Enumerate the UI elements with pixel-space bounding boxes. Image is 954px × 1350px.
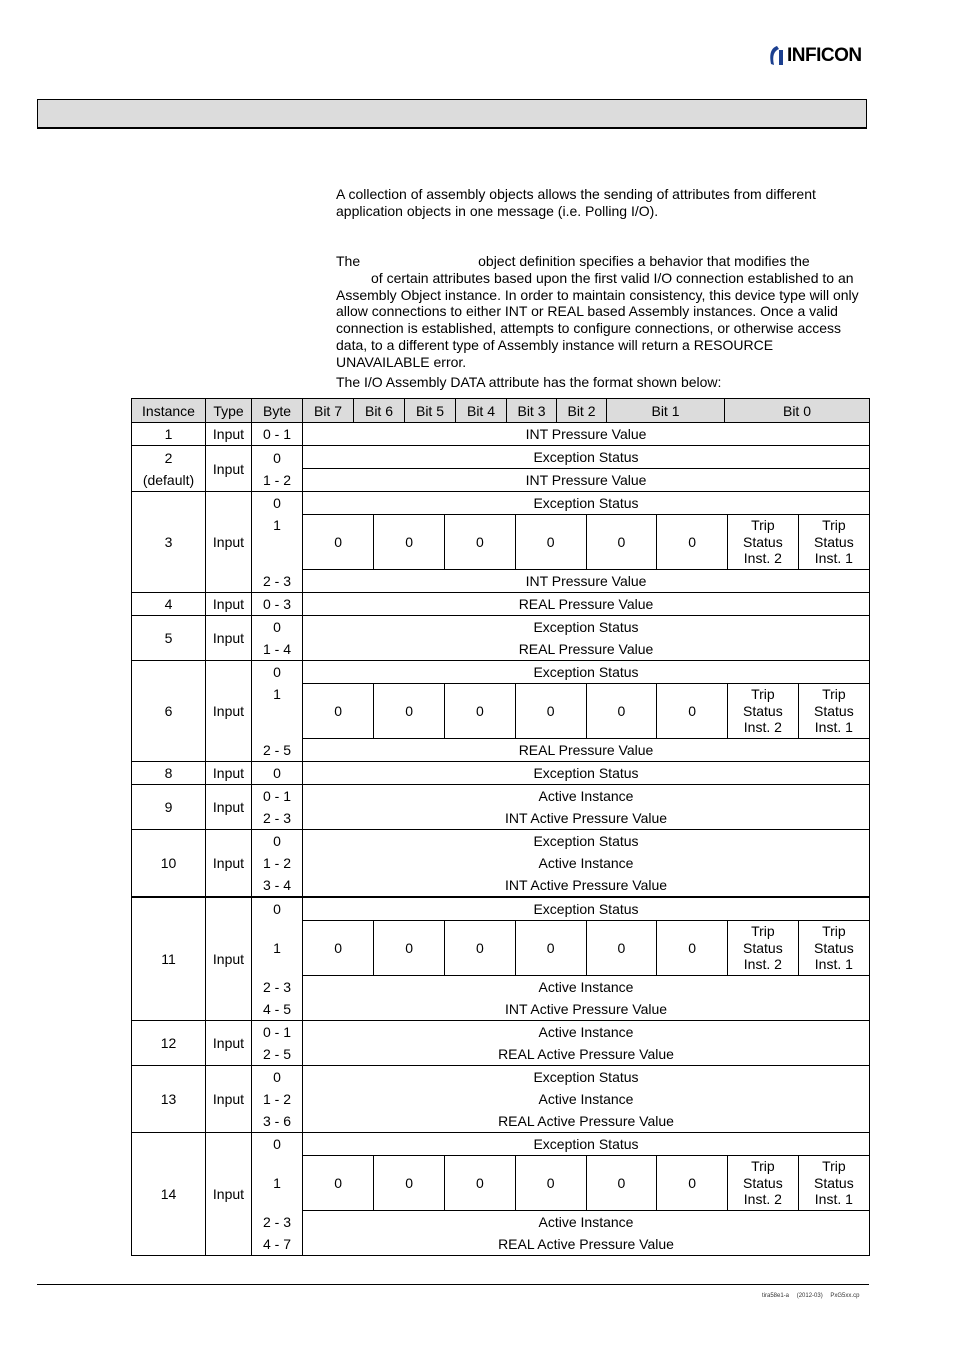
- table-row: [132, 830, 870, 898]
- header-bit3: Bit 3: [507, 399, 557, 423]
- type-cell: Input: [206, 1021, 252, 1066]
- data-cell: Exception Status 0 0 0 0 0 0 Trip Status Inst. 2 Trip Status Inst. 1 Active Instance INT Active Pressure Value: [303, 897, 870, 1021]
- p2-part-c: of certain attributes based upon the first valid I/O connection established to an Assembly Object instance. In order to maintain consistency, this device type will only allow connections to either INT or REAL based Assembly instances. Once a valid connection is established, attempts to configure connections, or otherwise access data, to a different type of Assembly instance will return a RESOURCE UNAVAILABLE error.: [336, 269, 859, 370]
- table-row: [132, 1066, 870, 1133]
- data-cell: Exception Status 0 0 0 0 0 0 Trip Status Inst. 2 Trip Status Inst. 1 Active Instance REAL Active Pressure Value: [303, 1133, 870, 1256]
- instance-cell: 14: [132, 1133, 206, 1256]
- intro-paragraph-3: The I/O Assembly DATA attribute has the format shown below:: [336, 374, 722, 390]
- header-bit7: Bit 7: [303, 399, 354, 423]
- data-cell: Exception Status INT Pressure Value: [303, 446, 870, 492]
- data-cell: Exception Status: [303, 762, 870, 785]
- header-bit1: Bit 1: [607, 399, 725, 423]
- type-cell: Input: [206, 1066, 252, 1133]
- footer-date: (2012-03): [796, 1293, 823, 1299]
- table-row: [132, 593, 870, 616]
- header-instance: Instance: [132, 399, 206, 423]
- type-cell: Input: [206, 897, 252, 1021]
- byte-cell: 0: [252, 762, 303, 785]
- table-row: [132, 446, 870, 492]
- table-row: [132, 897, 870, 1021]
- instance-cell: 9: [132, 785, 206, 830]
- table-row: [132, 616, 870, 661]
- byte-cell: 0 1 2 - 3: [252, 492, 303, 593]
- p2-part-a: The: [336, 253, 361, 269]
- data-cell: INT Pressure Value: [303, 423, 870, 446]
- data-cell: REAL Pressure Value: [303, 593, 870, 616]
- table-row: [132, 762, 870, 785]
- p2-part-b: object definition specifies a behavior that modifies the: [478, 253, 810, 269]
- header-bit2: Bit 2: [557, 399, 607, 423]
- header-type: Type: [206, 399, 252, 423]
- byte-cell: 0 1 - 2 3 - 4: [252, 830, 303, 898]
- table-row: [132, 1021, 870, 1066]
- brand-name: INFICON: [787, 45, 862, 66]
- instance-cell: 11: [132, 897, 206, 1021]
- data-cell: Active Instance REAL Active Pressure Value: [303, 1021, 870, 1066]
- byte-cell: 0 1 2 - 3 4 - 7: [252, 1133, 303, 1256]
- bit-table: 0 0 0 0 0 0 Trip Status Inst. 2 Trip Status Inst. 1: [303, 920, 869, 976]
- data-cell: Exception Status REAL Pressure Value: [303, 616, 870, 661]
- instance-cell: 4: [132, 593, 206, 616]
- type-cell: Input: [206, 423, 252, 446]
- data-cell: Exception Status 0 0 0 0 0 0 Trip Status Inst. 2 Trip Status Inst. 1 REAL Pressure Value: [303, 661, 870, 762]
- instance-cell: 8: [132, 762, 206, 785]
- type-cell: Input: [206, 830, 252, 898]
- data-cell: Exception Status Active Instance REAL Active Pressure Value: [303, 1066, 870, 1133]
- byte-cell: 0 1 2 - 5: [252, 661, 303, 762]
- table-row: [132, 492, 870, 593]
- footer: [762, 1293, 865, 1299]
- inficon-logo-icon: [767, 44, 785, 68]
- instance-cell: 5: [132, 616, 206, 661]
- data-cell: Active Instance INT Active Pressure Value: [303, 785, 870, 830]
- type-cell: Input: [206, 593, 252, 616]
- bit-table: 0 0 0 0 0 0 Trip Status Inst. 2 Trip Status Inst. 1: [303, 514, 869, 570]
- header-byte: Byte: [252, 399, 303, 423]
- table-row: [132, 785, 870, 830]
- type-cell: Input: [206, 616, 252, 661]
- header-bit5: Bit 5: [405, 399, 456, 423]
- table-row: [132, 1133, 870, 1256]
- instance-cell: 6: [132, 661, 206, 762]
- inficon-logo: [767, 44, 862, 68]
- instance-cell: 10: [132, 830, 206, 898]
- byte-cell: 0 1 - 2: [252, 446, 303, 492]
- header-bit6: Bit 6: [354, 399, 405, 423]
- byte-cell: 0 - 3: [252, 593, 303, 616]
- table-header-row: [132, 399, 870, 423]
- data-cell: Exception Status Active Instance INT Active Pressure Value: [303, 830, 870, 898]
- instance-cell: 2 (default): [132, 446, 206, 492]
- byte-cell: 0 - 1 2 - 5: [252, 1021, 303, 1066]
- type-cell: Input: [206, 762, 252, 785]
- type-cell: Input: [206, 446, 252, 492]
- io-assembly-table: [131, 398, 870, 1256]
- instance-cell: 12: [132, 1021, 206, 1066]
- byte-cell: 0 1 2 - 3 4 - 5: [252, 897, 303, 1021]
- type-cell: Input: [206, 492, 252, 593]
- byte-cell: 0 - 1 2 - 3: [252, 785, 303, 830]
- table-row: [132, 661, 870, 762]
- section-header-bar: [37, 99, 867, 129]
- instance-cell: 3: [132, 492, 206, 593]
- intro-paragraph-1: A collection of assembly objects allows the sending of attributes from different application objects in one message (i.e. Polling I/O).: [336, 186, 816, 219]
- type-cell: Input: [206, 785, 252, 830]
- header-bit0: Bit 0: [725, 399, 870, 423]
- byte-cell: 0 1 - 4: [252, 616, 303, 661]
- bit-table: 0 0 0 0 0 0 Trip Status Inst. 2 Trip Status Inst. 1: [303, 1155, 869, 1211]
- intro-paragraph-2: [336, 253, 868, 371]
- byte-cell: 0 - 1: [252, 423, 303, 446]
- data-cell: Exception Status 0 0 0 0 0 0 Trip Status Inst. 2 Trip Status Inst. 1 INT Pressure Value: [303, 492, 870, 593]
- footer-rule: [37, 1284, 869, 1285]
- footer-doc-id: tira58e1-a: [762, 1293, 790, 1299]
- type-cell: Input: [206, 1133, 252, 1256]
- bit-table: 0 0 0 0 0 0 Trip Status Inst. 2 Trip Status Inst. 1: [303, 683, 869, 739]
- type-cell: Input: [206, 661, 252, 762]
- footer-file: PxG5xx.cp: [830, 1293, 860, 1299]
- table-row: [132, 423, 870, 446]
- instance-cell: 13: [132, 1066, 206, 1133]
- instance-cell: 1: [132, 423, 206, 446]
- byte-cell: 0 1 - 2 3 - 6: [252, 1066, 303, 1133]
- header-bit4: Bit 4: [456, 399, 507, 423]
